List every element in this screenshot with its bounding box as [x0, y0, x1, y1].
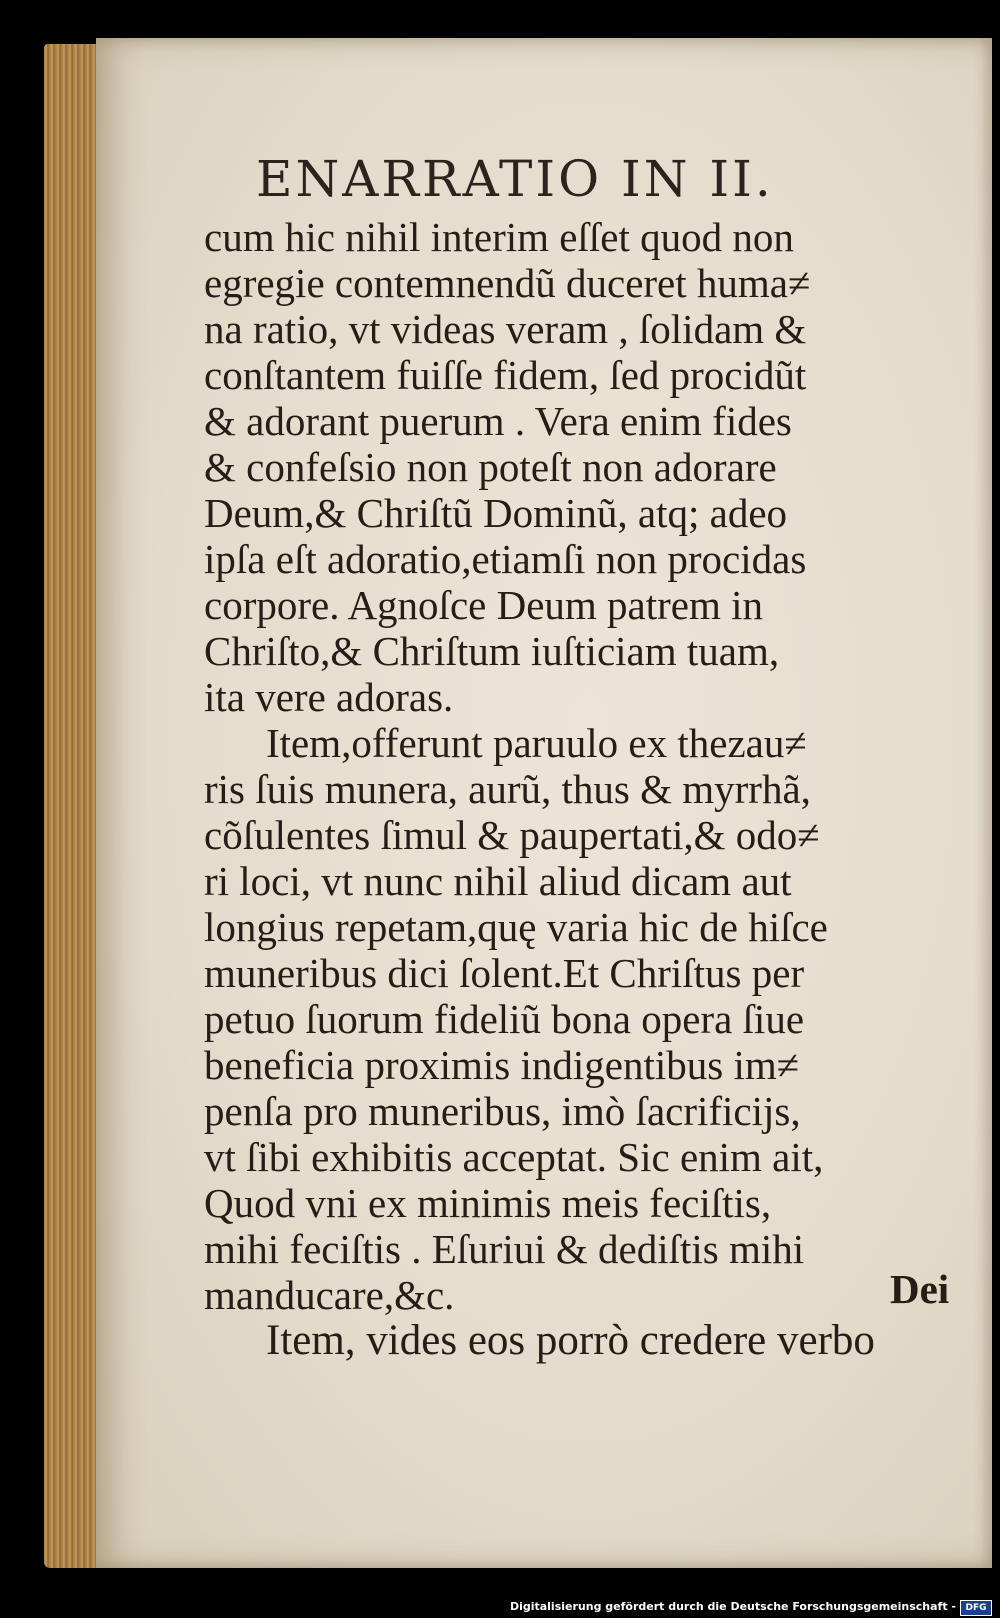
text-line: Deum,& Chriſtũ Dominũ, atq; adeo	[204, 490, 788, 536]
text-line: Quod vni ex minimis meis feciſtis,	[204, 1180, 772, 1226]
paragraph-start-line: Item,offerunt paruulo ex thezau≠	[266, 720, 807, 766]
text-line: egregie contemnendũ duceret huma≠	[204, 260, 811, 306]
digitization-credit: Digitalisierung gefördert durch die Deutsche Forschungsgemeinschaft -	[509, 1600, 956, 1613]
text-line: cõſulentes ſimul & paupertati,& odo≠	[204, 812, 820, 858]
text-line: petuo ſuorum fideliũ bona opera ſiue	[204, 996, 805, 1042]
text-line: muneribus dici ſolent.Et Chriſtus per	[204, 950, 805, 996]
text-line: penſa pro muneribus, imò ſacrificijs,	[204, 1088, 801, 1134]
paragraph-start-line: Item, vides eos porrò credere verbo	[266, 1318, 875, 1364]
catchword: Dei	[890, 1266, 950, 1312]
text-line: ipſa eſt adoratio,etiamſi non procidas	[204, 536, 807, 582]
text-line: Chriſto,& Chriſtum iuſticiam tuam,	[204, 628, 780, 674]
text-line: beneficia proximis indigentibus im≠	[204, 1042, 800, 1088]
dfg-logo: DFG	[960, 1600, 992, 1616]
text-line: manducare,&c.	[204, 1272, 455, 1318]
text-line: ita vere adoras.	[204, 674, 454, 720]
text-block	[204, 214, 964, 1364]
text-line: & adorant puerum . Vera enim fides	[204, 398, 792, 444]
running-head: ENARRATIO IN II.	[256, 150, 774, 208]
text-line: cum hic nihil interim eſſet quod non	[204, 214, 794, 260]
text-line: longius repetam,quę varia hic de hiſce	[204, 904, 828, 950]
text-line: ris ſuis munera, aurũ, thus & myrrhã,	[204, 766, 811, 812]
text-line: corpore. Agnoſce Deum patrem in	[204, 582, 764, 628]
text-line: na ratio, vt videas veram , ſolidam &	[204, 306, 807, 352]
text-line: vt ſibi exhibitis acceptat. Sic enim ait,	[204, 1134, 824, 1180]
text-line: mihi feciſtis . Eſuriui & dediſtis mihi	[204, 1226, 805, 1272]
text-line: ri loci, vt nunc nihil aliud dicam aut	[204, 858, 792, 904]
text-line: & confeſsio non poteſt non adorare	[204, 444, 777, 490]
text-line: conſtantem fuiſſe fidem, ſed procidũt	[204, 352, 807, 398]
